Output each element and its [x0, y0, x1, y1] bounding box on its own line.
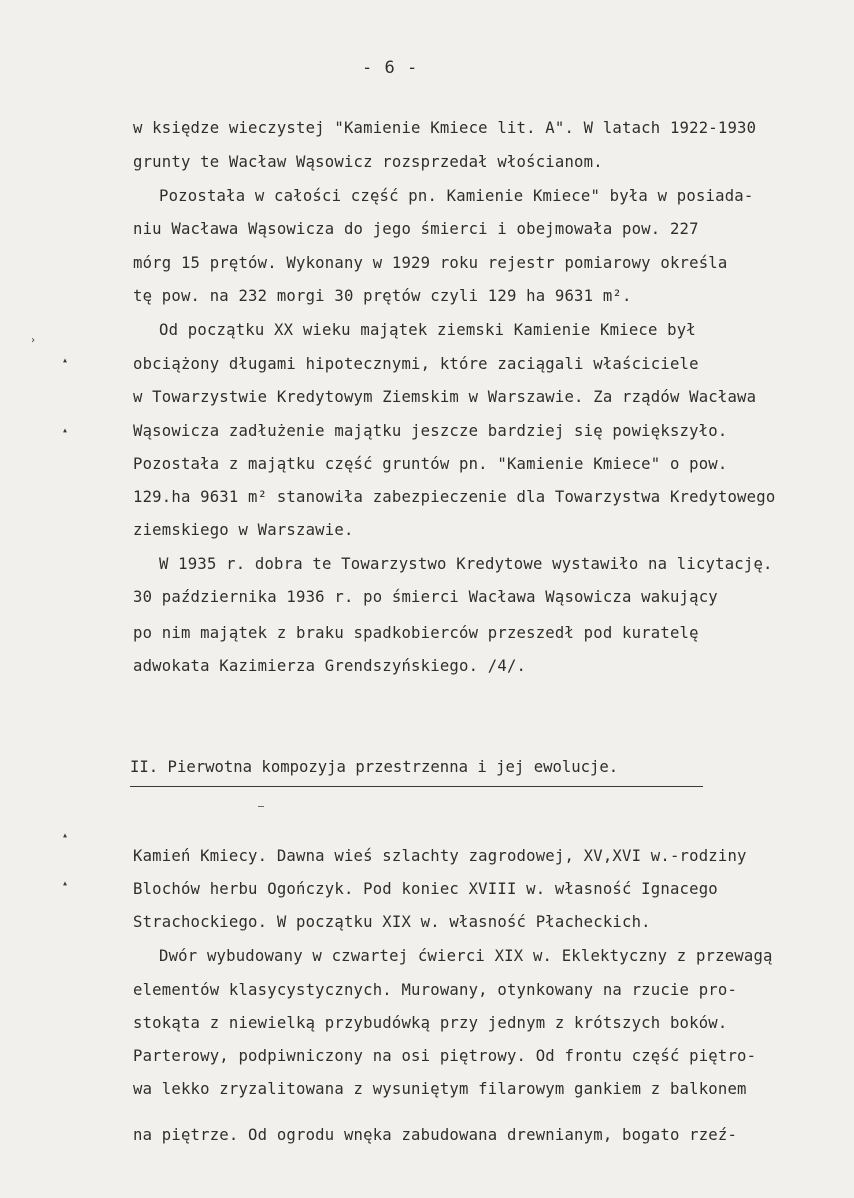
page-number: - 6 -	[362, 58, 419, 78]
text-line: na piętrze. Od ogrodu wnęka zabudowana drewnianym, bogato rzeź-	[133, 1126, 738, 1144]
text-line: niu Wacława Wąsowicza do jego śmierci i obejmowała pow. 227	[133, 220, 699, 238]
text-line: Strachockiego. W początku XIX w. własność Płacheckich.	[133, 913, 651, 931]
text-line: 129.ha 9631 m² stanowiła zabezpieczenie dla Towarzystwa Kredytowego	[133, 488, 776, 506]
text-line: adwokata Kazimierza Grendszyńskiego. /4/.	[133, 657, 527, 675]
stray-mark	[258, 806, 264, 807]
margin-mark: ›	[30, 335, 37, 346]
text-line: po nim majątek z braku spadkobierców przeszedł pod kuratelę	[133, 624, 699, 642]
text-line: Pozostała z majątku część gruntów pn. "Kamienie Kmiece" o pow.	[133, 455, 728, 473]
text-line: w księdze wieczystej "Kamienie Kmiece lit. A". W latach 1922-1930	[133, 119, 757, 137]
margin-mark: ▴	[62, 830, 69, 841]
text-line: stokąta z niewielką przybudówką przy jednym z krótszych boków.	[133, 1014, 728, 1032]
section-heading: II. Pierwotna kompozyja przestrzenna i jej ewolucje.	[130, 758, 619, 776]
text-line: wa lekko zryzalitowana z wysuniętym filarowym gankiem z balkonem	[133, 1080, 747, 1098]
text-line: Dwór wybudowany w czwartej ćwierci XIX w. Eklektyczny z przewagą	[159, 947, 773, 965]
text-line: 30 października 1936 r. po śmierci Wacława Wąsowicza wakujący	[133, 588, 718, 606]
text-line: ziemskiego w Warszawie.	[133, 521, 354, 539]
text-line: tę pow. na 232 morgi 30 prętów czyli 129 ha 9631 m².	[133, 287, 632, 305]
text-line: Blochów herbu Ogończyk. Pod koniec XVIII w. własność Ignacego	[133, 880, 718, 898]
text-line: elementów klasycystycznych. Murowany, otynkowany na rzucie pro-	[133, 981, 738, 999]
heading-underline	[130, 786, 703, 787]
margin-mark: ▴	[62, 355, 69, 366]
margin-mark: ▴	[62, 425, 69, 436]
text-line: Kamień Kmiecy. Dawna wieś szlachty zagrodowej, XV,XVI w.-rodziny	[133, 847, 747, 865]
text-line: obciążony długami hipotecznymi, które zaciągali właściciele	[133, 355, 699, 373]
text-line: Pozostała w całości część pn. Kamienie Kmiece" była w posiada-	[159, 187, 754, 205]
margin-mark: ▴	[62, 878, 69, 889]
text-line: Od początku XX wieku majątek ziemski Kamienie Kmiece był	[159, 321, 696, 339]
text-line: Parterowy, podpiwniczony na osi piętrowy. Od frontu część piętro-	[133, 1047, 757, 1065]
text-line: mórg 15 prętów. Wykonany w 1929 roku rejestr pomiarowy określa	[133, 254, 728, 272]
text-line: W 1935 r. dobra te Towarzystwo Kredytowe wystawiło na licytację.	[159, 555, 773, 573]
text-line: grunty te Wacław Wąsowicz rozsprzedał włościanom.	[133, 153, 603, 171]
text-line: Wąsowicza zadłużenie majątku jeszcze bardziej się powiększyło.	[133, 422, 728, 440]
text-line: w Towarzystwie Kredytowym Ziemskim w Warszawie. Za rządów Wacława	[133, 388, 757, 406]
